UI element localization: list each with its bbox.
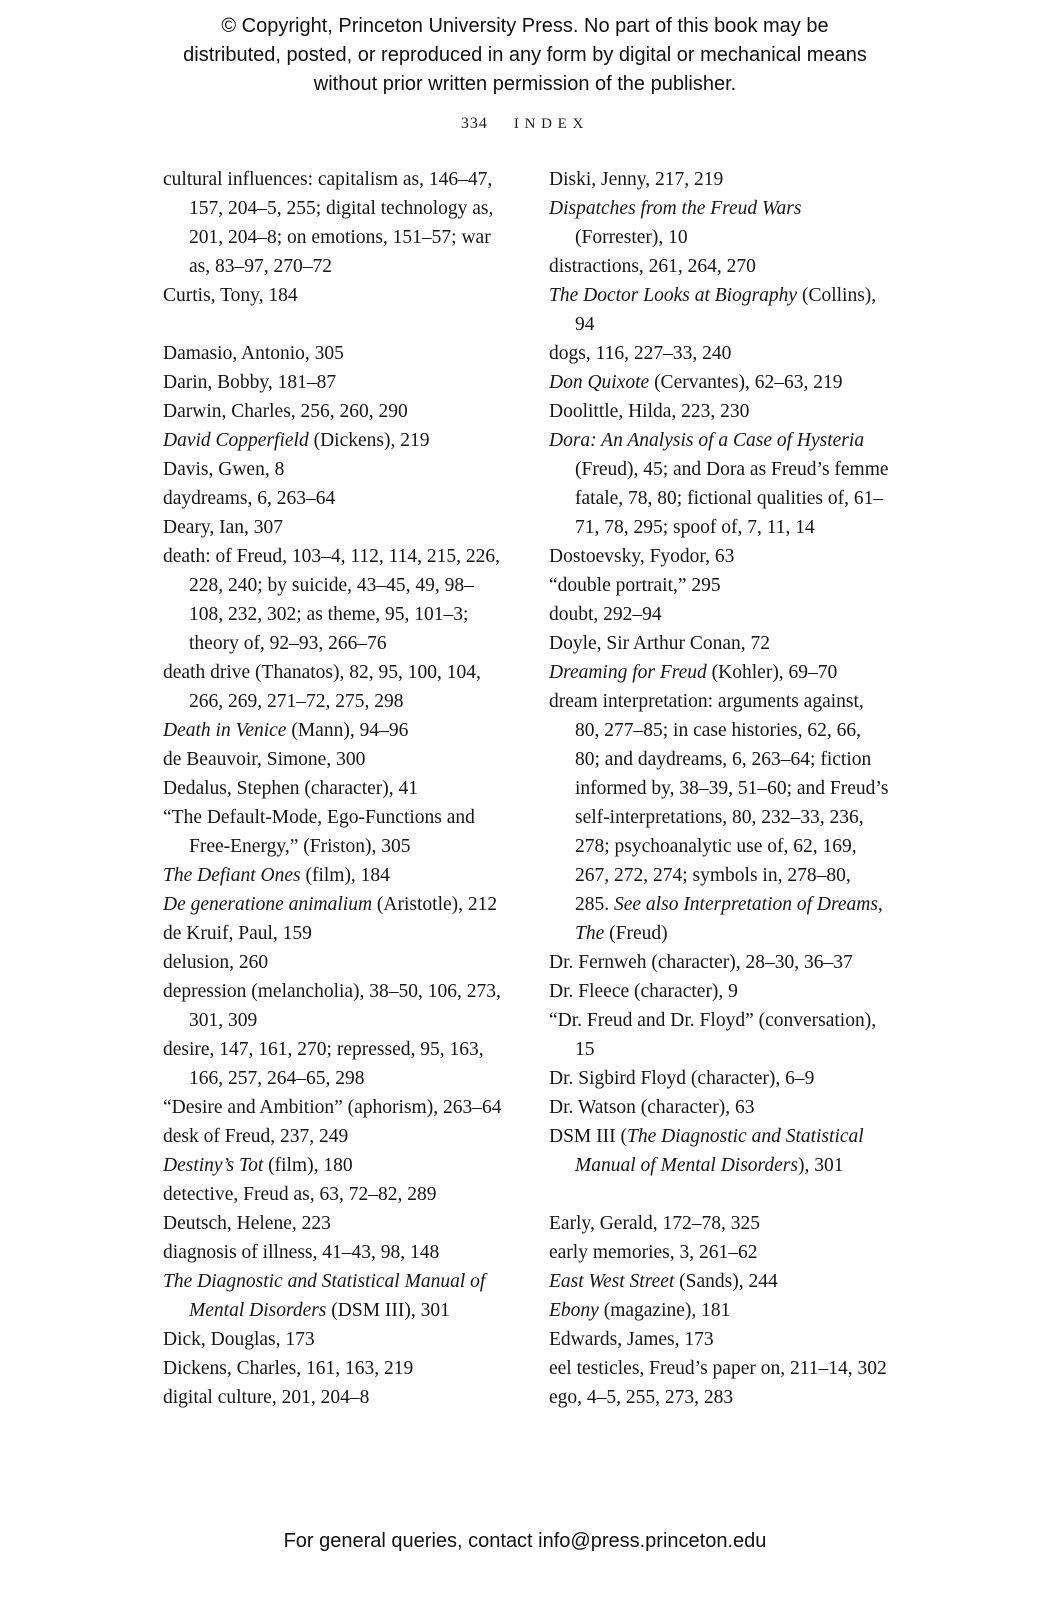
index-entry xyxy=(163,948,503,977)
index-entry xyxy=(163,1151,503,1180)
index-entry xyxy=(549,194,889,252)
index-entry-text: Darin, Bobby, 181–87 xyxy=(163,372,337,393)
index-entry xyxy=(163,1325,503,1354)
copyright-notice: © Copyright, Princeton University Press. No part of this book may be distributed, posted, or reproduced in any form by digital or mechanical means without prior written permission of the publisher. xyxy=(183,15,867,95)
index-entry-text: “Dr. Freud and Dr. Floyd” (conversation), 15 xyxy=(549,1010,877,1060)
index-entry xyxy=(549,1093,889,1122)
index-entry xyxy=(163,861,503,890)
index-entry-text: dream interpretation: arguments against, 80, 277–85; in case histories, 62, 66, 80; and daydreams, 6, 263–64; fiction informed by, 38–39, 51–60; and Freud’s self-interpretations, 80, 232–33, 236, 278; psychoanalytic use of, 62, 169, 267, 272, 274; symbols in, 278–80, 285. xyxy=(549,691,889,915)
index-entry-text: (Cervantes), 62–63, 219 xyxy=(649,372,843,393)
index-entry-text: (Freud), 45; and Dora as Freud’s femme fatale, 78, 80; fictional qualities of, 61–71, 78, 295; spoof of, 7, 11, 14 xyxy=(575,459,889,538)
index-entry-title-text: The Diagnostic and Statistical Manual of Mental Disorders xyxy=(163,1271,486,1321)
index-entry xyxy=(163,977,503,1035)
index-entry-text: (Dickens), 219 xyxy=(308,430,430,451)
footer-queries: For general queries, contact info@press.princeton.edu xyxy=(283,1530,767,1552)
index-entry-text: de Beauvoir, Simone, 300 xyxy=(163,749,366,770)
index-entry xyxy=(549,339,889,368)
index-entry-text: “The Default-Mode, Ego-Functions and Free-Energy,” (Friston), 305 xyxy=(163,807,475,857)
index-entry-text: (film), 184 xyxy=(300,865,390,886)
index-entry-text: (DSM III), 301 xyxy=(326,1300,450,1321)
index-entry xyxy=(163,774,503,803)
index-entry-title-text: The Diagnostic and Statistical Manual of Mental Disorders xyxy=(575,1126,864,1176)
index-entry xyxy=(549,252,889,281)
index-entry xyxy=(549,1006,889,1064)
index-entry-text: Darwin, Charles, 256, 260, 290 xyxy=(163,401,408,422)
index-entry-text: digital culture, 201, 204–8 xyxy=(163,1387,370,1408)
index-entry xyxy=(163,1093,503,1122)
index-entry-title-text: Don Quixote xyxy=(549,372,650,393)
index-entry-title-text: David Copperfield xyxy=(163,430,309,451)
index-entry xyxy=(549,948,889,977)
index-entry-text: Dick, Douglas, 173 xyxy=(163,1329,315,1350)
index-entry xyxy=(163,1383,503,1412)
index-column-right xyxy=(549,165,889,1412)
index-entry xyxy=(163,1180,503,1209)
index-entry xyxy=(163,716,503,745)
index-entry-text: Doyle, Sir Arthur Conan, 72 xyxy=(549,633,770,654)
index-entry-text: Damasio, Antonio, 305 xyxy=(163,343,344,364)
index-entry-title-text: East West Street xyxy=(549,1271,675,1292)
index-entry xyxy=(549,687,889,948)
index-entry-text: desire, 147, 161, 270; repressed, 95, 163, 166, 257, 264–65, 298 xyxy=(163,1039,484,1089)
index-entry xyxy=(163,397,503,426)
index-entry xyxy=(163,890,503,919)
index-entry-text: Early, Gerald, 172–78, 325 xyxy=(549,1213,761,1234)
index-entry-text: death: of Freud, 103–4, 112, 114, 215, 226, 228, 240; by suicide, 43–45, 49, 98–108, 232, 302; as theme, 95, 101–3; theory of, 92–93, 266–76 xyxy=(163,546,501,654)
index-entry-text: diagnosis of illness, 41–43, 98, 148 xyxy=(163,1242,440,1263)
index-entry-title-text: Death in Venice xyxy=(163,720,287,741)
index-entry-text: Dickens, Charles, 161, 163, 219 xyxy=(163,1358,414,1379)
index-entry-title-text: Dreaming for Freud xyxy=(549,662,707,683)
index-entry-text: early memories, 3, 261–62 xyxy=(549,1242,758,1263)
index-entry-text: (Sands), 244 xyxy=(674,1271,778,1292)
index-entry-text: (Forrester), 10 xyxy=(575,227,688,248)
index-entry-title-text: Destiny’s Tot xyxy=(163,1155,264,1176)
index-entry-title-text: Dora: An Analysis of a Case of Hysteria xyxy=(549,430,865,451)
index-entry-text: Diski, Jenny, 217, 219 xyxy=(549,169,724,190)
index-entry-text: Dr. Fernweh (character), 28–30, 36–37 xyxy=(549,952,853,973)
index-entry xyxy=(163,165,503,281)
index-entry xyxy=(549,1267,889,1296)
index-entry-text: de Kruif, Paul, 159 xyxy=(163,923,312,944)
index-entry-text: Davis, Gwen, 8 xyxy=(163,459,285,480)
index-entry-title-text: Ebony xyxy=(549,1300,599,1321)
index-entry xyxy=(163,919,503,948)
index-entry-text: (Mann), 94–96 xyxy=(286,720,409,741)
index-entry-text: “Desire and Ambition” (aphorism), 263–64 xyxy=(163,1097,502,1118)
index-entry-text: eel testicles, Freud’s paper on, 211–14, 302 xyxy=(549,1358,887,1379)
index-entry xyxy=(163,1267,503,1325)
index-entry xyxy=(163,513,503,542)
index-entry xyxy=(549,1354,889,1383)
index-entry xyxy=(549,165,889,194)
index-entry xyxy=(549,426,889,542)
index-entry xyxy=(549,1296,889,1325)
index-entry-text: Deary, Ian, 307 xyxy=(163,517,284,538)
index-entry-title-text: The Defiant Ones xyxy=(163,865,301,886)
index-entry-text: (Collins), 94 xyxy=(575,285,877,335)
index-entry-title-text: The Doctor Looks at Biography xyxy=(549,285,798,306)
index-entry xyxy=(163,281,503,310)
index-content xyxy=(163,165,1050,1412)
index-entry-text: (film), 180 xyxy=(263,1155,353,1176)
index-entry-title-text: See also Interpretation of Dreams, The xyxy=(575,894,883,944)
index-entry-text: (magazine), 181 xyxy=(598,1300,731,1321)
index-entry-text: ), 301 xyxy=(797,1155,844,1176)
index-entry-text: Dr. Sigbird Floyd (character), 6–9 xyxy=(549,1068,815,1089)
index-entry xyxy=(549,1325,889,1354)
index-entry-text: Dostoevsky, Fyodor, 63 xyxy=(549,546,735,567)
index-entry xyxy=(163,542,503,658)
index-entry-text: DSM III ( xyxy=(549,1126,627,1147)
index-entry-text: Dr. Watson (character), 63 xyxy=(549,1097,755,1118)
book-page xyxy=(0,12,1050,1552)
index-entry-text: dogs, 116, 227–33, 240 xyxy=(549,343,732,364)
index-entry xyxy=(163,1035,503,1093)
index-entry-text: Dr. Fleece (character), 9 xyxy=(549,981,738,1002)
index-entry-text: (Aristotle), 212 xyxy=(372,894,498,915)
index-entry xyxy=(549,1383,889,1412)
page-number: 334 xyxy=(460,115,488,132)
index-entry-title-text: De generatione animalium xyxy=(163,894,373,915)
index-entry xyxy=(549,977,889,1006)
running-head xyxy=(0,115,1050,133)
index-entry xyxy=(549,542,889,571)
index-entry xyxy=(163,803,503,861)
index-entry-text: delusion, 260 xyxy=(163,952,269,973)
index-entry-text: cultural influences: capitalism as, 146–47, 157, 204–5, 255; digital technology as, 201, 204–8; on emotions, 151–57; war as, 83–97, 270–72 xyxy=(163,169,494,277)
index-entry xyxy=(549,368,889,397)
index-entry xyxy=(163,1354,503,1383)
index-entry xyxy=(163,455,503,484)
index-entry xyxy=(163,1122,503,1151)
index-entry-text: Dedalus, Stephen (character), 41 xyxy=(163,778,419,799)
index-entry xyxy=(549,658,889,687)
index-entry-text: Doolittle, Hilda, 223, 230 xyxy=(549,401,750,422)
index-entry-text: Edwards, James, 173 xyxy=(549,1329,714,1350)
index-entry xyxy=(549,629,889,658)
index-entry-text: “double portrait,” 295 xyxy=(549,575,721,596)
index-entry xyxy=(549,1209,889,1238)
index-entry xyxy=(163,1238,503,1267)
index-entry xyxy=(163,1209,503,1238)
index-column-left xyxy=(163,165,503,1412)
index-entry-text: (Freud) xyxy=(604,923,668,944)
index-entry-text: detective, Freud as, 63, 72–82, 289 xyxy=(163,1184,437,1205)
index-entry xyxy=(549,1122,889,1180)
index-entry xyxy=(549,571,889,600)
index-entry xyxy=(163,426,503,455)
index-entry-text: depression (melancholia), 38–50, 106, 273, 301, 309 xyxy=(163,981,501,1031)
index-entry xyxy=(549,1064,889,1093)
index-entry xyxy=(549,281,889,339)
index-entry-text: doubt, 292–94 xyxy=(549,604,662,625)
index-entry xyxy=(549,397,889,426)
index-entry-text: ego, 4–5, 255, 273, 283 xyxy=(549,1387,734,1408)
index-entry-text: Curtis, Tony, 184 xyxy=(163,285,298,306)
index-entry-title-text: Dispatches from the Freud Wars xyxy=(549,198,802,219)
index-entry xyxy=(549,1238,889,1267)
index-entry xyxy=(163,484,503,513)
index-entry xyxy=(163,658,503,716)
index-entry-text: (Kohler), 69–70 xyxy=(706,662,838,683)
index-entry-text: Deutsch, Helene, 223 xyxy=(163,1213,331,1234)
index-entry xyxy=(163,339,503,368)
section-title: INDEX xyxy=(513,116,590,132)
index-entry xyxy=(163,745,503,774)
index-entry-text: death drive (Thanatos), 82, 95, 100, 104, 266, 269, 271–72, 275, 298 xyxy=(163,662,481,712)
index-entry-text: daydreams, 6, 263–64 xyxy=(163,488,336,509)
index-entry xyxy=(163,368,503,397)
index-entry-text: distractions, 261, 264, 270 xyxy=(549,256,756,277)
index-entry xyxy=(549,600,889,629)
index-entry-text: desk of Freud, 237, 249 xyxy=(163,1126,349,1147)
